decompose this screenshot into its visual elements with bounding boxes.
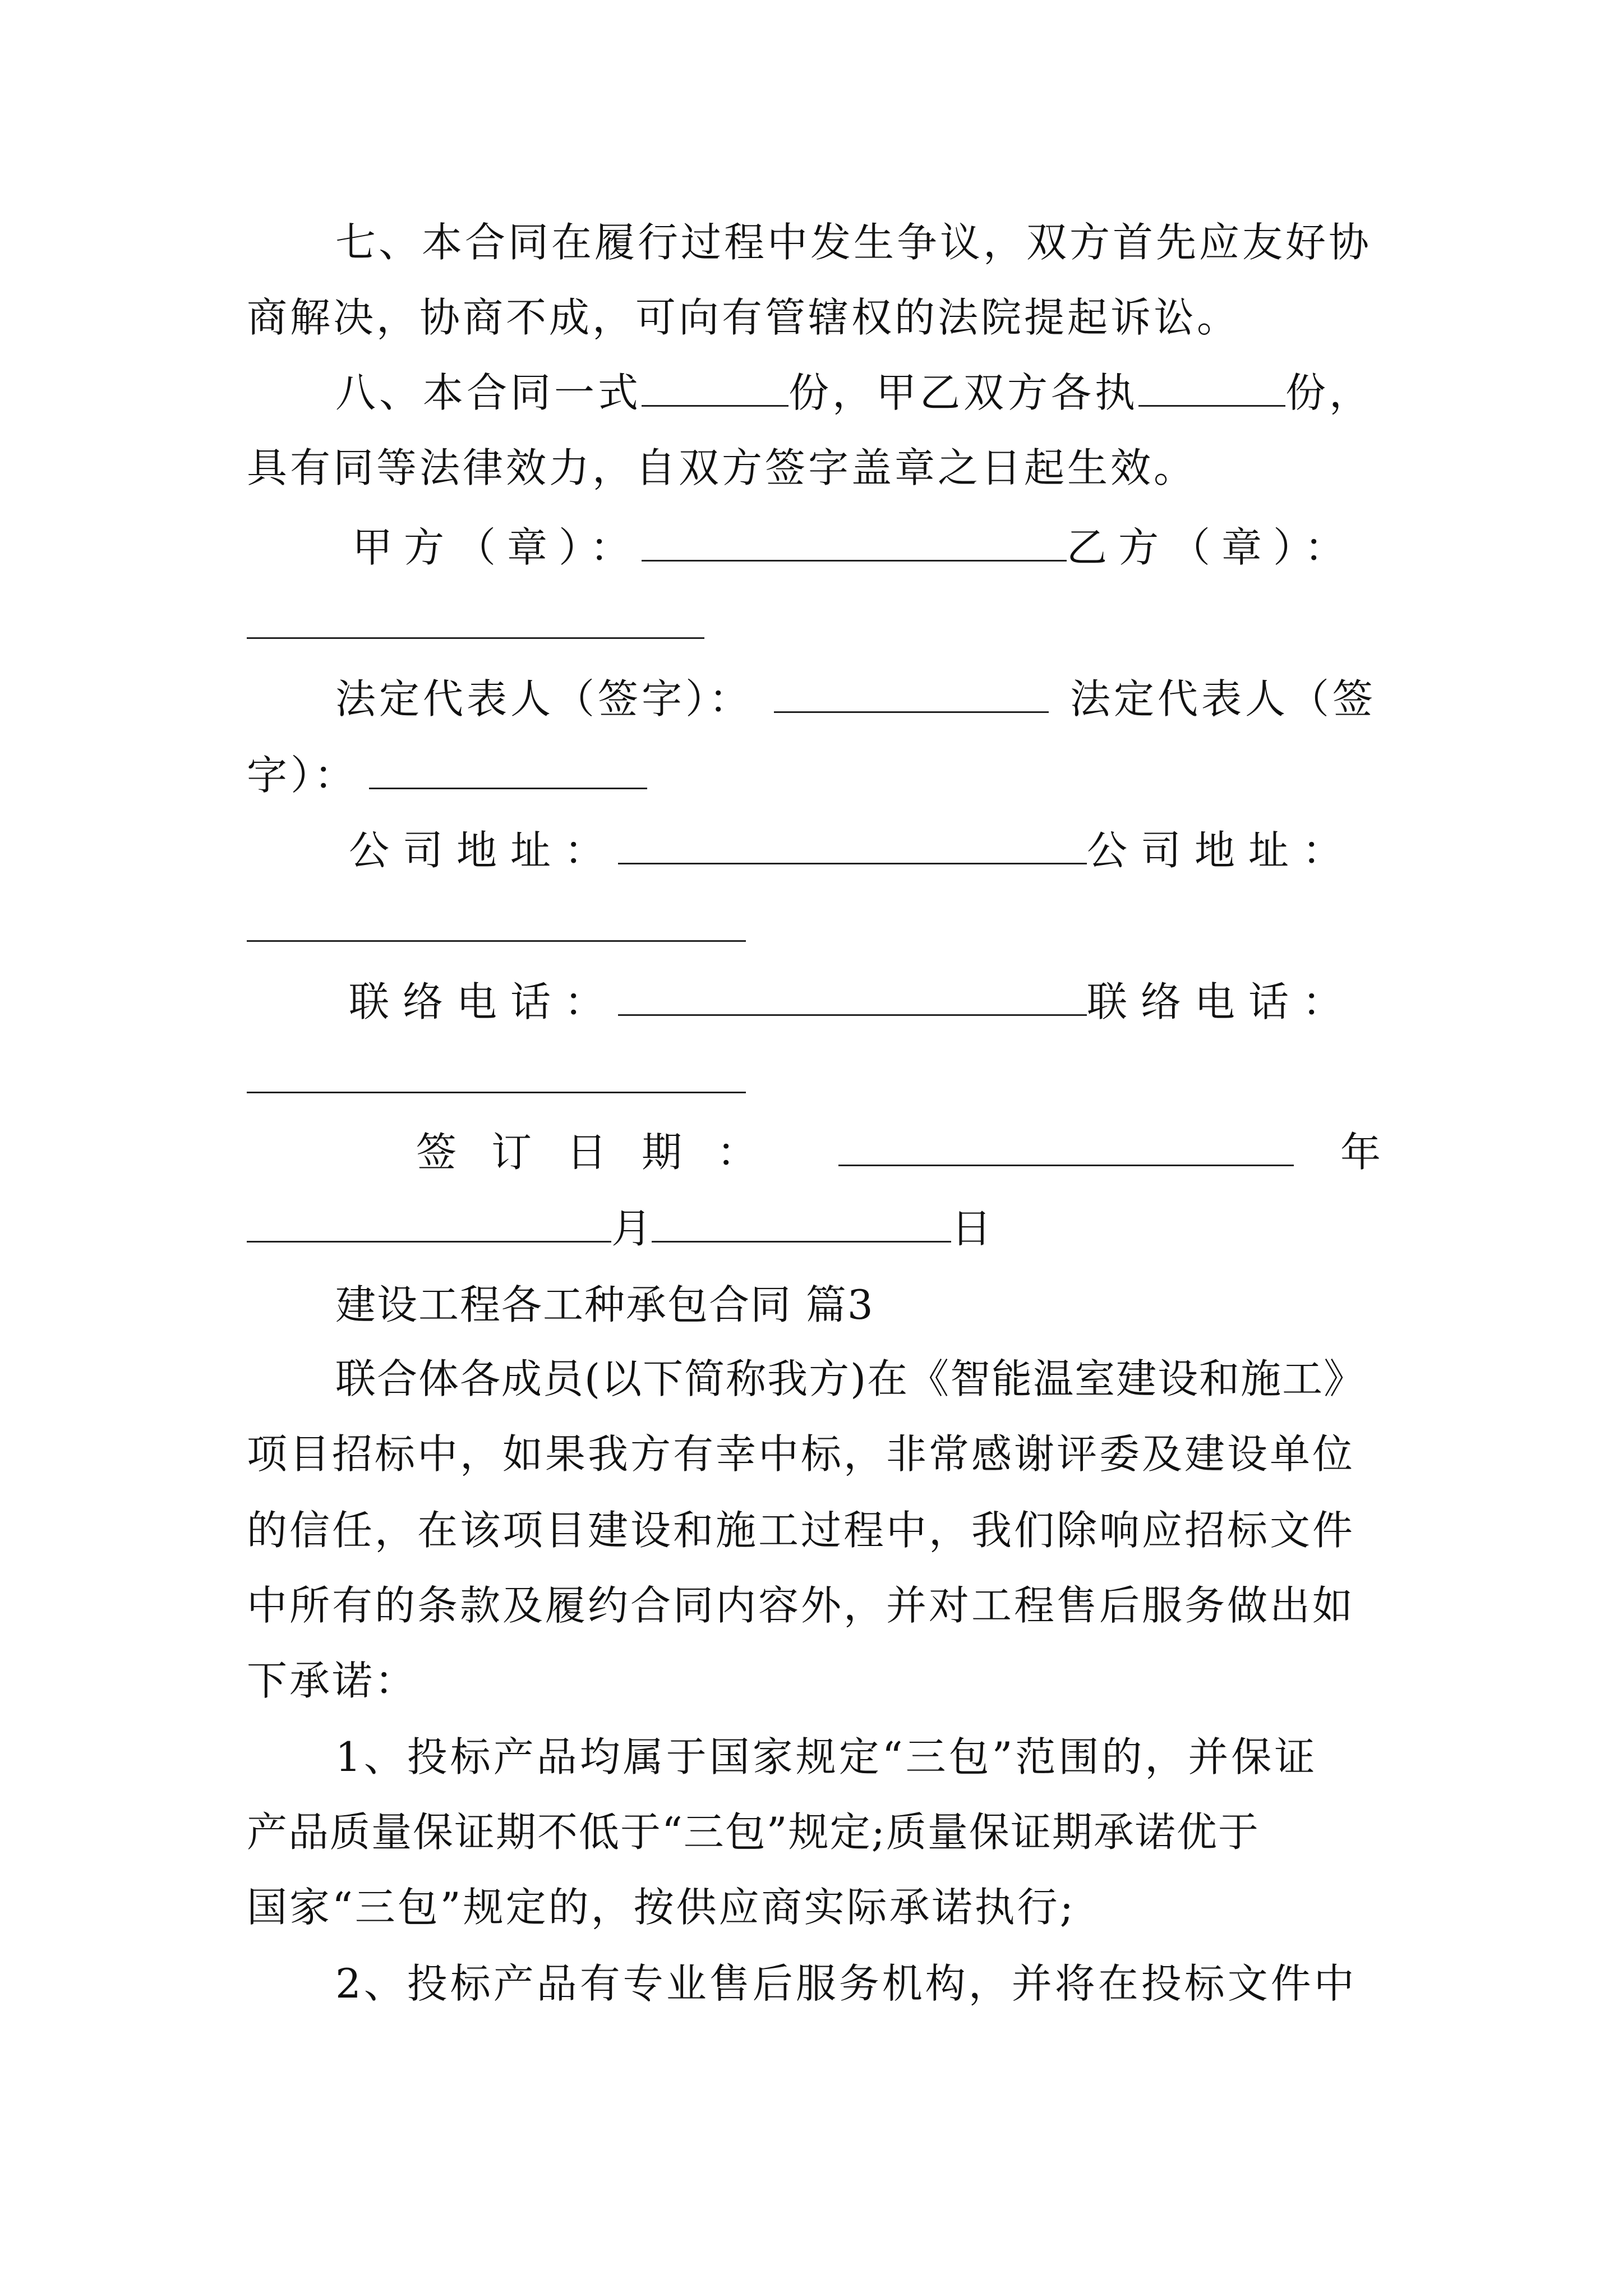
phone-a-blank[interactable] [618,975,1087,1016]
sign-date-row [416,1125,1381,1179]
address-a-label: 公司地址： [349,827,619,874]
party-a-seal-label: 甲方（章）： [352,524,642,571]
address-b-blank[interactable] [247,940,746,942]
clause-7-line-2: 商解决，协商不成，可向有管辖权的法院提起诉讼。 [247,294,1241,341]
party-a-seal-blank[interactable] [642,521,1067,562]
intro-line-2: 项目招标中，如果我方有幸中标，非常感谢评委及建设单位 [247,1430,1355,1478]
legal-rep-b-line-2 [247,748,647,802]
phone-b-label: 联络电话： [1086,978,1356,1025]
legal-rep-b-label: 法定代表人（签 [1069,675,1376,723]
sign-date-label: 签订日期： [416,1129,792,1176]
day-label: 日 [951,1205,992,1252]
year-label: 年 [1340,1129,1381,1176]
legal-rep-a-blank[interactable] [774,672,1049,713]
sign-date-year-blank[interactable] [838,1125,1294,1166]
item-1-line-1: 1、投标产品均属于国家规定“三包”范围的，并保证 [335,1733,1318,1780]
clause-8-part-3: 份， [1285,369,1373,416]
address-row [349,823,1356,877]
address-a-blank[interactable] [618,823,1087,864]
intro-line-5: 下承诺： [247,1657,418,1704]
party-b-seal-blank[interactable] [247,637,704,639]
legal-rep-row [335,672,1376,726]
phone-a-label: 联络电话： [349,978,619,1025]
item-2-line-1: 2、投标产品有专业售后服务机构，并将在投标文件中 [335,1960,1357,2007]
copies-total-blank[interactable] [642,366,789,407]
item-1-line-2: 产品质量保证期不低于“三包”规定;质量保证期承诺优于 [247,1809,1260,1856]
item-1-line-3: 国家“三包”规定的，按供应商实际承诺执行; [247,1884,1076,1931]
legal-rep-a-label: 法定代表人（签字）： [335,675,753,723]
address-b-label: 公司地址： [1086,827,1356,874]
clause-7-line-1: 七、本合同在履行过程中发生争议，双方首先应友好协 [335,219,1372,266]
intro-line-3: 的信任，在该项目建设和施工过程中，我们除响应招标文件 [247,1507,1355,1554]
clause-8-part-1: 八、本合同一式 [335,369,642,416]
sign-date-day-blank[interactable] [652,1202,951,1243]
legal-rep-b-blank[interactable] [369,748,647,789]
intro-line-1: 联合体各成员(以下简称我方)在《智能温室建设和施工》 [335,1355,1366,1402]
party-b-seal-label: 乙方（章）： [1066,524,1356,571]
sign-date-line-2 [247,1202,992,1255]
section-3-heading: 建设工程各工种承包合同 篇3 [335,1281,874,1328]
month-label: 月 [611,1205,652,1252]
clause-8-line-2: 具有同等法律效力，自双方签字盖章之日起生效。 [247,444,1197,491]
clause-8-part-2: 份，甲乙双方各执 [789,369,1139,416]
clause-8-line-1 [335,366,1373,420]
sign-date-month-blank[interactable] [247,1202,611,1243]
seal-row [352,521,1356,574]
phone-row [349,975,1356,1029]
phone-b-blank[interactable] [247,1092,746,1093]
intro-line-4: 中所有的条款及履约合同内容外，并对工程售后服务做出如 [247,1582,1355,1629]
copies-each-blank[interactable] [1138,366,1285,407]
legal-rep-b-label-cont: 字）： [247,752,358,799]
